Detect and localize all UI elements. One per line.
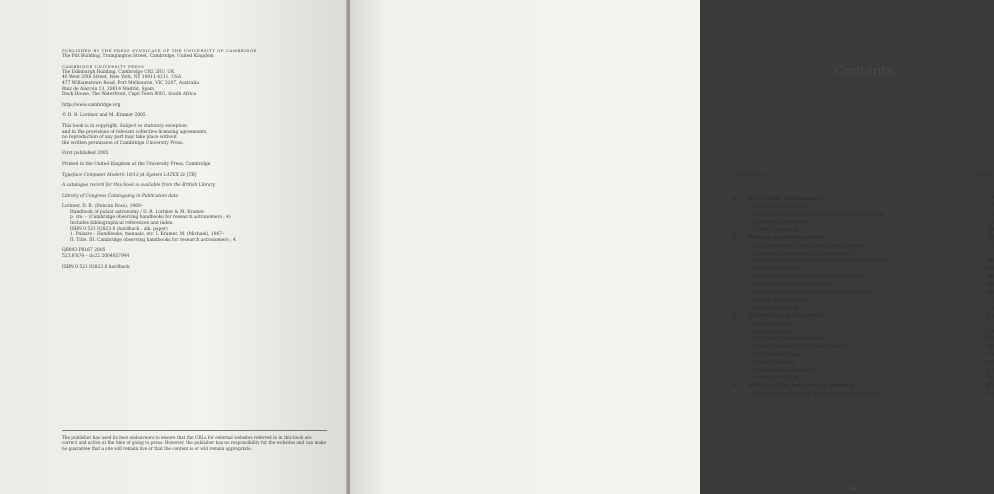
toc-entry-page: 46 <box>986 273 994 280</box>
cip-line: ISBN 0 521 82823 6 (hardback : alk. paper) <box>70 226 168 232</box>
toc-section-row <box>732 375 994 383</box>
toc-entry-page: 19 <box>986 211 994 218</box>
toc-section-row <box>732 274 994 282</box>
toc-entry-num: 3.1 <box>732 320 741 327</box>
toc-entry-page: 7 <box>990 196 994 202</box>
toc-entry-page: 85 <box>986 383 994 390</box>
cip-block <box>62 204 332 243</box>
notice-line: This book is in copyright. Subject to statutory exception <box>62 123 187 129</box>
first-published: First published 2005 <box>62 151 109 157</box>
toc-entry-num: 2.1 <box>732 242 741 249</box>
toc-entry-page: 70 <box>986 351 994 358</box>
toc-entry-title: Simple models of the radio beam <box>752 344 846 351</box>
toc-entry-num: 2.4 <box>732 266 741 273</box>
toc-entry-num: 1.2 <box>732 211 741 218</box>
british-library-line: A catalogue record for this book is available from the British Library <box>62 183 216 189</box>
toc-entry-page: 25 <box>986 219 994 226</box>
toc-section-row <box>732 243 994 251</box>
imprint-block <box>62 48 332 275</box>
toc-entry-num: 1.1 <box>732 203 741 210</box>
toc-entry-num: 2.8 <box>732 297 741 304</box>
toc-entry-page: 54 <box>986 312 994 319</box>
copyright-page <box>0 0 348 494</box>
toc-intro-label: Introduction <box>732 172 765 178</box>
toc-section-row <box>732 344 994 352</box>
cip-line: Includes bibliographical references and index. <box>70 221 174 227</box>
toc-entry-title: Celestial mechanics and astrometry <box>752 250 854 257</box>
toc-section-row <box>732 336 994 344</box>
toc-entry-title: High-precision timing and time keeping <box>752 242 866 249</box>
toc-entry-page: 36 <box>986 258 994 265</box>
page-folio: vii <box>850 486 857 492</box>
toc-entry-page: 83 <box>986 367 994 374</box>
toc-entry-title: Radio emission <box>752 359 796 366</box>
toc-section-row <box>732 297 994 305</box>
press-block <box>62 64 332 98</box>
toc-entry-title: Propagation effects in the interstellar medium <box>752 211 884 218</box>
toc-entry-page: 34 <box>986 250 994 257</box>
toc-entry-num: 3 <box>732 312 736 319</box>
toc-section-row <box>732 290 994 298</box>
toc-entry-title: Emission properties <box>752 203 809 210</box>
toc-entry-page: 82 <box>986 359 994 366</box>
toc-entry-title: Further reading <box>752 305 798 312</box>
toc-entry-page: 59 <box>986 328 994 335</box>
table-of-contents <box>732 172 994 399</box>
cip-line: Lorimer, D. R. (Duncan Ross), 1969– <box>62 204 144 210</box>
toc-entry-title: Population properties <box>752 219 814 226</box>
toc-section-row <box>732 352 994 360</box>
toc-section-row <box>732 391 994 399</box>
toc-entry-page: 50 <box>986 289 994 296</box>
press-caps: CAMBRIDGE UNIVERSITY PRESS <box>62 64 145 70</box>
toc-entry-title: The Galaxy and the interstellar medium <box>752 273 865 280</box>
toc-section-row <box>732 329 994 337</box>
toc-entry-page: 30 <box>986 227 994 234</box>
toc-section-row <box>732 219 994 227</box>
cip-line: Handbook of pulsar astronomy / D. R. Lorimer & M. Kramer. <box>70 209 206 215</box>
toc-intro-row <box>732 172 994 178</box>
contents-page <box>350 0 994 494</box>
toc-entry-num: 2.7 <box>732 289 741 296</box>
toc-entry-num: 1.3 <box>732 219 741 226</box>
toc-section-row <box>732 227 994 235</box>
toc-entry-page: 66 <box>986 344 994 351</box>
toc-entry-page: 50 <box>986 281 994 288</box>
toc-chapter-row <box>732 196 994 204</box>
page-title: Contents <box>834 64 894 79</box>
publisher-address: The Pitt Building, Trumpington Street, Cambridge, United Kingdom <box>62 53 214 59</box>
toc-entry-num: 2.6 <box>732 281 741 288</box>
toc-entry-title: Theoretical background <box>748 312 824 319</box>
toc-entry-page: 53 <box>986 305 994 312</box>
address-line: 477 Williamstown Road, Port Melbourne, VIC 3207, Australia <box>62 80 199 86</box>
toc-section-row <box>732 266 994 274</box>
publisher-block <box>62 48 332 59</box>
cip-line: 1. Pulsars – Handbooks, manuals, etc. I. Kramer, M. (Michael), 1967– <box>70 232 225 238</box>
typeface-line: Typeface Computer Modern 10/13 pt System LATEX 2ε [TB] <box>62 172 197 178</box>
toc-entry-num: 2.5 <box>732 273 741 280</box>
toc-entry-num: 2.9 <box>732 305 741 312</box>
toc-chapter-row <box>732 235 994 243</box>
toc-chapter-row <box>732 383 994 391</box>
toc-entry-page: 85 <box>986 390 994 397</box>
toc-entry-title: The pulsar magnetosphere <box>752 336 829 343</box>
toc-entry-title: Extrasolar planets <box>752 266 805 273</box>
cip-line: II. Title. III. Cambridge observing handbooks for research astronomers ; 4. <box>70 237 238 243</box>
toc-entry-num: 4 <box>732 383 736 390</box>
address-line: Dock House, The Waterfront, Cape Town 8001, South Africa <box>62 92 197 98</box>
address-line: The Edinburgh Building, Cambridge CB2 2RU, UK <box>62 69 175 75</box>
website-url: http://www.cambridge.org <box>62 102 121 108</box>
toc-entry-title: The pulsar phenomenon <box>748 196 825 202</box>
toc-entry-num: 2.2 <box>732 250 741 257</box>
toc-entry-title: Neutron stars <box>752 320 792 327</box>
toc-entry-page: 7 <box>990 203 994 210</box>
toc-section-row <box>732 251 994 259</box>
copyright-line: © D. R. Lorimer and M. Kramer 2005 <box>62 113 146 119</box>
toc-entry-title: Propagation through a homogeneous medium <box>752 390 882 397</box>
notice-line: the written permission of Cambridge University Press. <box>62 140 184 146</box>
toc-entry-num: 3.8 <box>732 375 741 382</box>
toc-entry-num: 2 <box>732 234 736 241</box>
toc-entry-title: Studying super-dense matter <box>752 281 835 288</box>
classification-line: 523.8'874 – dc22 2004057944 <box>62 254 130 260</box>
toc-entry-page: 32 <box>986 242 994 249</box>
classification-line: QB843.P8L67 2005 <box>62 248 106 254</box>
toc-entry-page: 62 <box>986 336 994 343</box>
toc-entry-title: Further reading <box>752 375 798 382</box>
toc-chapter-row <box>732 313 994 321</box>
notice-line: no reproduction of any part may take place without <box>62 135 177 141</box>
toc-entry-num: 3.4 <box>732 344 741 351</box>
toc-entry-num: 4.1 <box>732 390 741 397</box>
toc-entry-page: 54 <box>986 320 994 327</box>
toc-entry-title: Plasma physics under extreme conditions <box>752 289 870 296</box>
toc-entry-page: 84 <box>986 375 994 382</box>
toc-entry-title: Pulsars as physical tools <box>748 234 825 241</box>
toc-entry-num: 1 <box>732 196 736 202</box>
toc-entry-num: 3.3 <box>732 336 741 343</box>
toc-entry-title: High-energy emission <box>752 367 815 374</box>
notice-line: and to the provisions of relevant collective licensing agreements, <box>62 129 208 135</box>
classification-block <box>62 248 332 259</box>
copyright-notice <box>62 124 332 146</box>
toc-section-row <box>732 360 994 368</box>
toc-entry-page: 45 <box>986 266 994 273</box>
toc-section-row <box>732 204 994 212</box>
toc-entry-num: 1.4 <box>732 227 741 234</box>
publisher-caps: PUBLISHED BY THE PRESS SYNDICATE OF THE UNIVERSITY OF CAMBRIDGE <box>62 48 257 53</box>
toc-entry-num: 3.7 <box>732 367 741 374</box>
toc-entry-title: Further reading <box>752 227 798 234</box>
toc-entry-title: Effects of the interstellar medium <box>748 383 855 390</box>
toc-intro-page: page 1 <box>976 172 994 178</box>
address-line: 40 West 20th Street, New York, NY 10011-4211, USA <box>62 75 182 81</box>
toc-entry-page: 32 <box>986 234 994 241</box>
toc-section-row <box>732 212 994 220</box>
cip-line: p. cm. – (Cambridge observing handbooks for research astronomers ; 4) <box>70 215 231 221</box>
isbn-line: ISBN 0 521 82823 6 hardback <box>62 264 130 270</box>
loc-heading: Library of Congress Cataloguing in Publication data <box>62 193 179 199</box>
toc-section-row <box>732 368 994 376</box>
toc-entry-title: Future applications <box>752 297 808 304</box>
toc-entry-title: Spin evolution <box>752 328 793 335</box>
url-disclaimer: The publisher has used its best endeavours to ensure that the URLs for external websites referred to in this book are correct and active at the time of going to press. However, the publisher has no responsibility for the websites and can make no guarantee that a site will remain live or that the content is or will remain appropriate. <box>62 430 327 451</box>
toc-section-row <box>732 305 994 313</box>
toc-entry-num: 3.2 <box>732 328 741 335</box>
toc-entry-num: 2.3 <box>732 258 741 265</box>
toc-section-row <box>732 282 994 290</box>
toc-entry-title: Acceleration gaps <box>752 351 803 358</box>
printed-line: Printed in the United Kingdom at the University Press, Cambridge <box>62 161 211 167</box>
toc-section-row <box>732 321 994 329</box>
toc-entries <box>732 196 994 399</box>
toc-entry-page: 52 <box>986 297 994 304</box>
toc-section-row <box>732 258 994 266</box>
toc-entry-num: 3.6 <box>732 359 741 366</box>
toc-entry-num: 3.5 <box>732 351 741 358</box>
toc-entry-title: Gravitational physics in the strong-field regime <box>752 258 887 265</box>
address-line: Ruiz de Alarcón 13, 28014 Madrid, Spain <box>62 86 155 92</box>
